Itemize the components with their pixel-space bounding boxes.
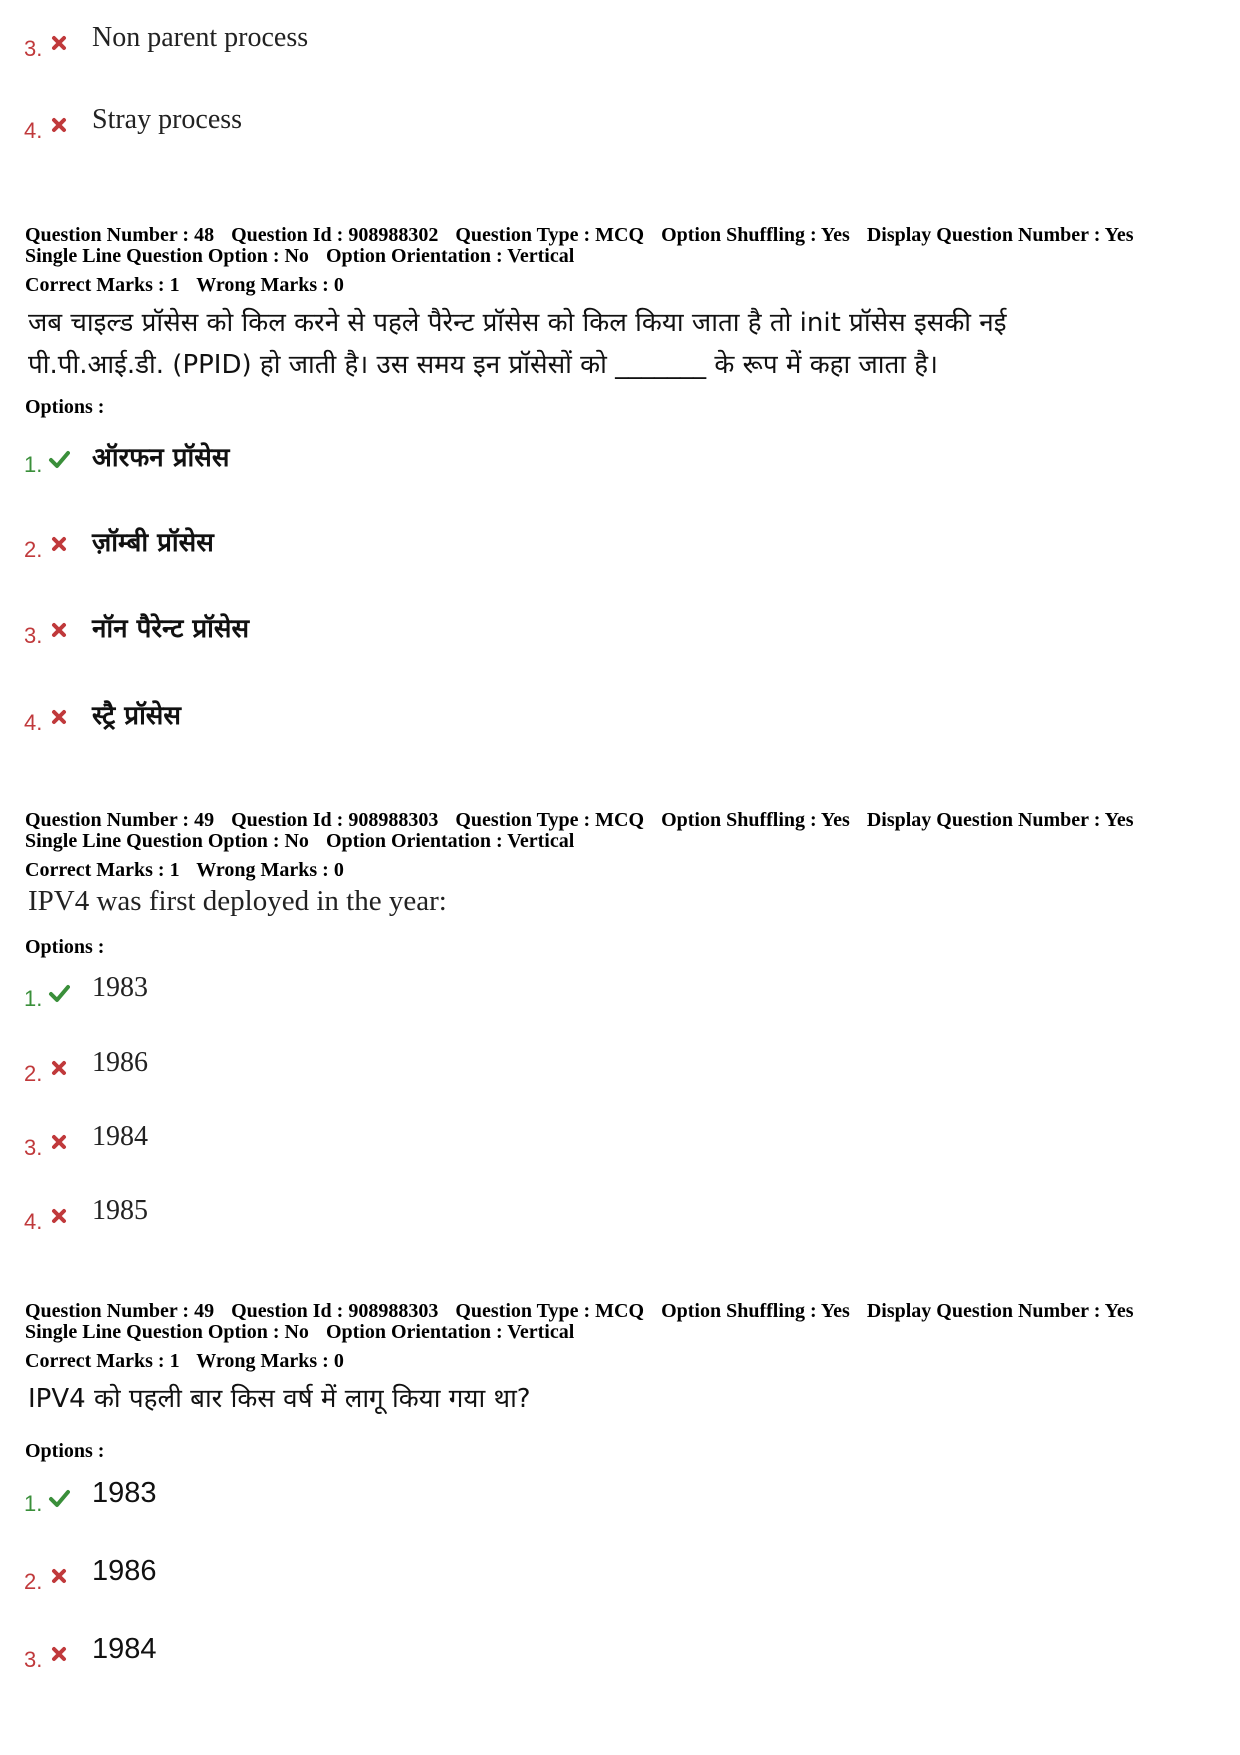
option-number: 3. <box>24 1135 43 1160</box>
question-meta-line1 <box>25 810 1146 831</box>
display-question-number: Display Question Number : Yes <box>866 1300 1134 1322</box>
question-type: Question Type : MCQ <box>455 1300 645 1322</box>
option-text: नॉन पैरेन्ट प्रॉसेस <box>92 614 250 644</box>
option-orientation: Option Orientation : Vertical <box>325 1321 575 1343</box>
question-marks <box>25 1351 356 1372</box>
option-shuffling: Option Shuffling : Yes <box>661 1300 850 1322</box>
option-text: 1986 <box>92 1047 148 1078</box>
option-text: स्ट्रै प्रॉसेस <box>92 701 181 731</box>
cross-icon <box>48 706 70 728</box>
option-number: 1. <box>24 986 43 1011</box>
option-number: 3. <box>24 623 43 648</box>
option-text: ऑरफन प्रॉसेस <box>92 443 230 473</box>
question-id: Question Id : 908988302 <box>231 224 439 246</box>
option-text: 1986 <box>92 1555 157 1587</box>
check-icon <box>48 448 70 470</box>
question-id: Question Id : 908988303 <box>231 1300 439 1322</box>
cross-icon <box>48 1565 70 1587</box>
question-type: Question Type : MCQ <box>455 809 645 831</box>
question-text: IPV4 को पहली बार किस वर्ष में लागू किया गया था? <box>28 1384 531 1414</box>
option-number: 3. <box>24 1647 43 1672</box>
correct-marks: Correct Marks : 1 <box>25 274 180 296</box>
single-line-option: Single Line Question Option : No <box>25 1321 309 1343</box>
cross-icon <box>48 533 70 555</box>
question-marks <box>25 860 356 881</box>
question-id: Question Id : 908988303 <box>231 809 439 831</box>
option-number: 4. <box>24 710 43 735</box>
question-meta-line2 <box>25 831 586 852</box>
cross-icon <box>48 32 70 54</box>
single-line-option: Single Line Question Option : No <box>25 245 309 267</box>
question-meta-line2 <box>25 1322 586 1343</box>
option-text: 1984 <box>92 1633 157 1665</box>
cross-icon <box>48 1205 70 1227</box>
display-question-number: Display Question Number : Yes <box>866 809 1134 831</box>
correct-marks: Correct Marks : 1 <box>25 1350 180 1372</box>
question-text: IPV4 was first deployed in the year: <box>28 885 447 917</box>
question-number: Question Number : 49 <box>25 1300 215 1322</box>
option-text: ज़ॉम्बी प्रॉसेस <box>92 528 214 558</box>
option-shuffling: Option Shuffling : Yes <box>661 224 850 246</box>
option-number: 1. <box>24 1491 43 1516</box>
correct-marks: Correct Marks : 1 <box>25 859 180 881</box>
option-text: 1983 <box>92 1477 157 1509</box>
option-text: 1985 <box>92 1195 148 1226</box>
question-number: Question Number : 48 <box>25 224 215 246</box>
question-text-line: जब चाइल्ड प्रॉसेस को किल करने से पहले पैरेन्ट प्रॉसेस को किल किया जाता है तो init प्रॉसेस इसकी नई <box>28 308 1007 338</box>
question-meta-line2 <box>25 246 586 267</box>
cross-icon <box>48 114 70 136</box>
option-number: 4. <box>24 118 43 143</box>
cross-icon <box>48 1131 70 1153</box>
option-number: 2. <box>24 1569 43 1594</box>
question-number: Question Number : 49 <box>25 809 215 831</box>
option-number: 2. <box>24 537 43 562</box>
options-label: Options : <box>25 936 105 958</box>
option-number: 4. <box>24 1209 43 1234</box>
option-text: 1983 <box>92 972 148 1003</box>
option-orientation: Option Orientation : Vertical <box>325 245 575 267</box>
option-number: 3. <box>24 36 43 61</box>
check-icon <box>48 1487 70 1509</box>
question-meta-line1 <box>25 225 1146 246</box>
options-label: Options : <box>25 1440 105 1462</box>
cross-icon <box>48 1643 70 1665</box>
question-text-line: पी.पी.आई.डी. (PPID) हो जाती है। उस समय इन प्रॉसेसों को _______ के रूप में कहा जाता है। <box>28 350 938 380</box>
cross-icon <box>48 1057 70 1079</box>
option-text: Non parent process <box>92 22 309 53</box>
question-type: Question Type : MCQ <box>455 224 645 246</box>
cross-icon <box>48 619 70 641</box>
wrong-marks: Wrong Marks : 0 <box>196 1350 344 1372</box>
option-number: 1. <box>24 452 43 477</box>
display-question-number: Display Question Number : Yes <box>866 224 1134 246</box>
option-number: 2. <box>24 1061 43 1086</box>
option-text: Stray process <box>92 104 243 135</box>
question-meta-line1 <box>25 1301 1146 1322</box>
single-line-option: Single Line Question Option : No <box>25 830 309 852</box>
option-text: 1984 <box>92 1121 148 1152</box>
question-marks <box>25 275 356 296</box>
wrong-marks: Wrong Marks : 0 <box>196 274 344 296</box>
check-icon <box>48 982 70 1004</box>
wrong-marks: Wrong Marks : 0 <box>196 859 344 881</box>
option-shuffling: Option Shuffling : Yes <box>661 809 850 831</box>
option-orientation: Option Orientation : Vertical <box>325 830 575 852</box>
question-text <box>28 302 1007 386</box>
options-label: Options : <box>25 396 105 418</box>
